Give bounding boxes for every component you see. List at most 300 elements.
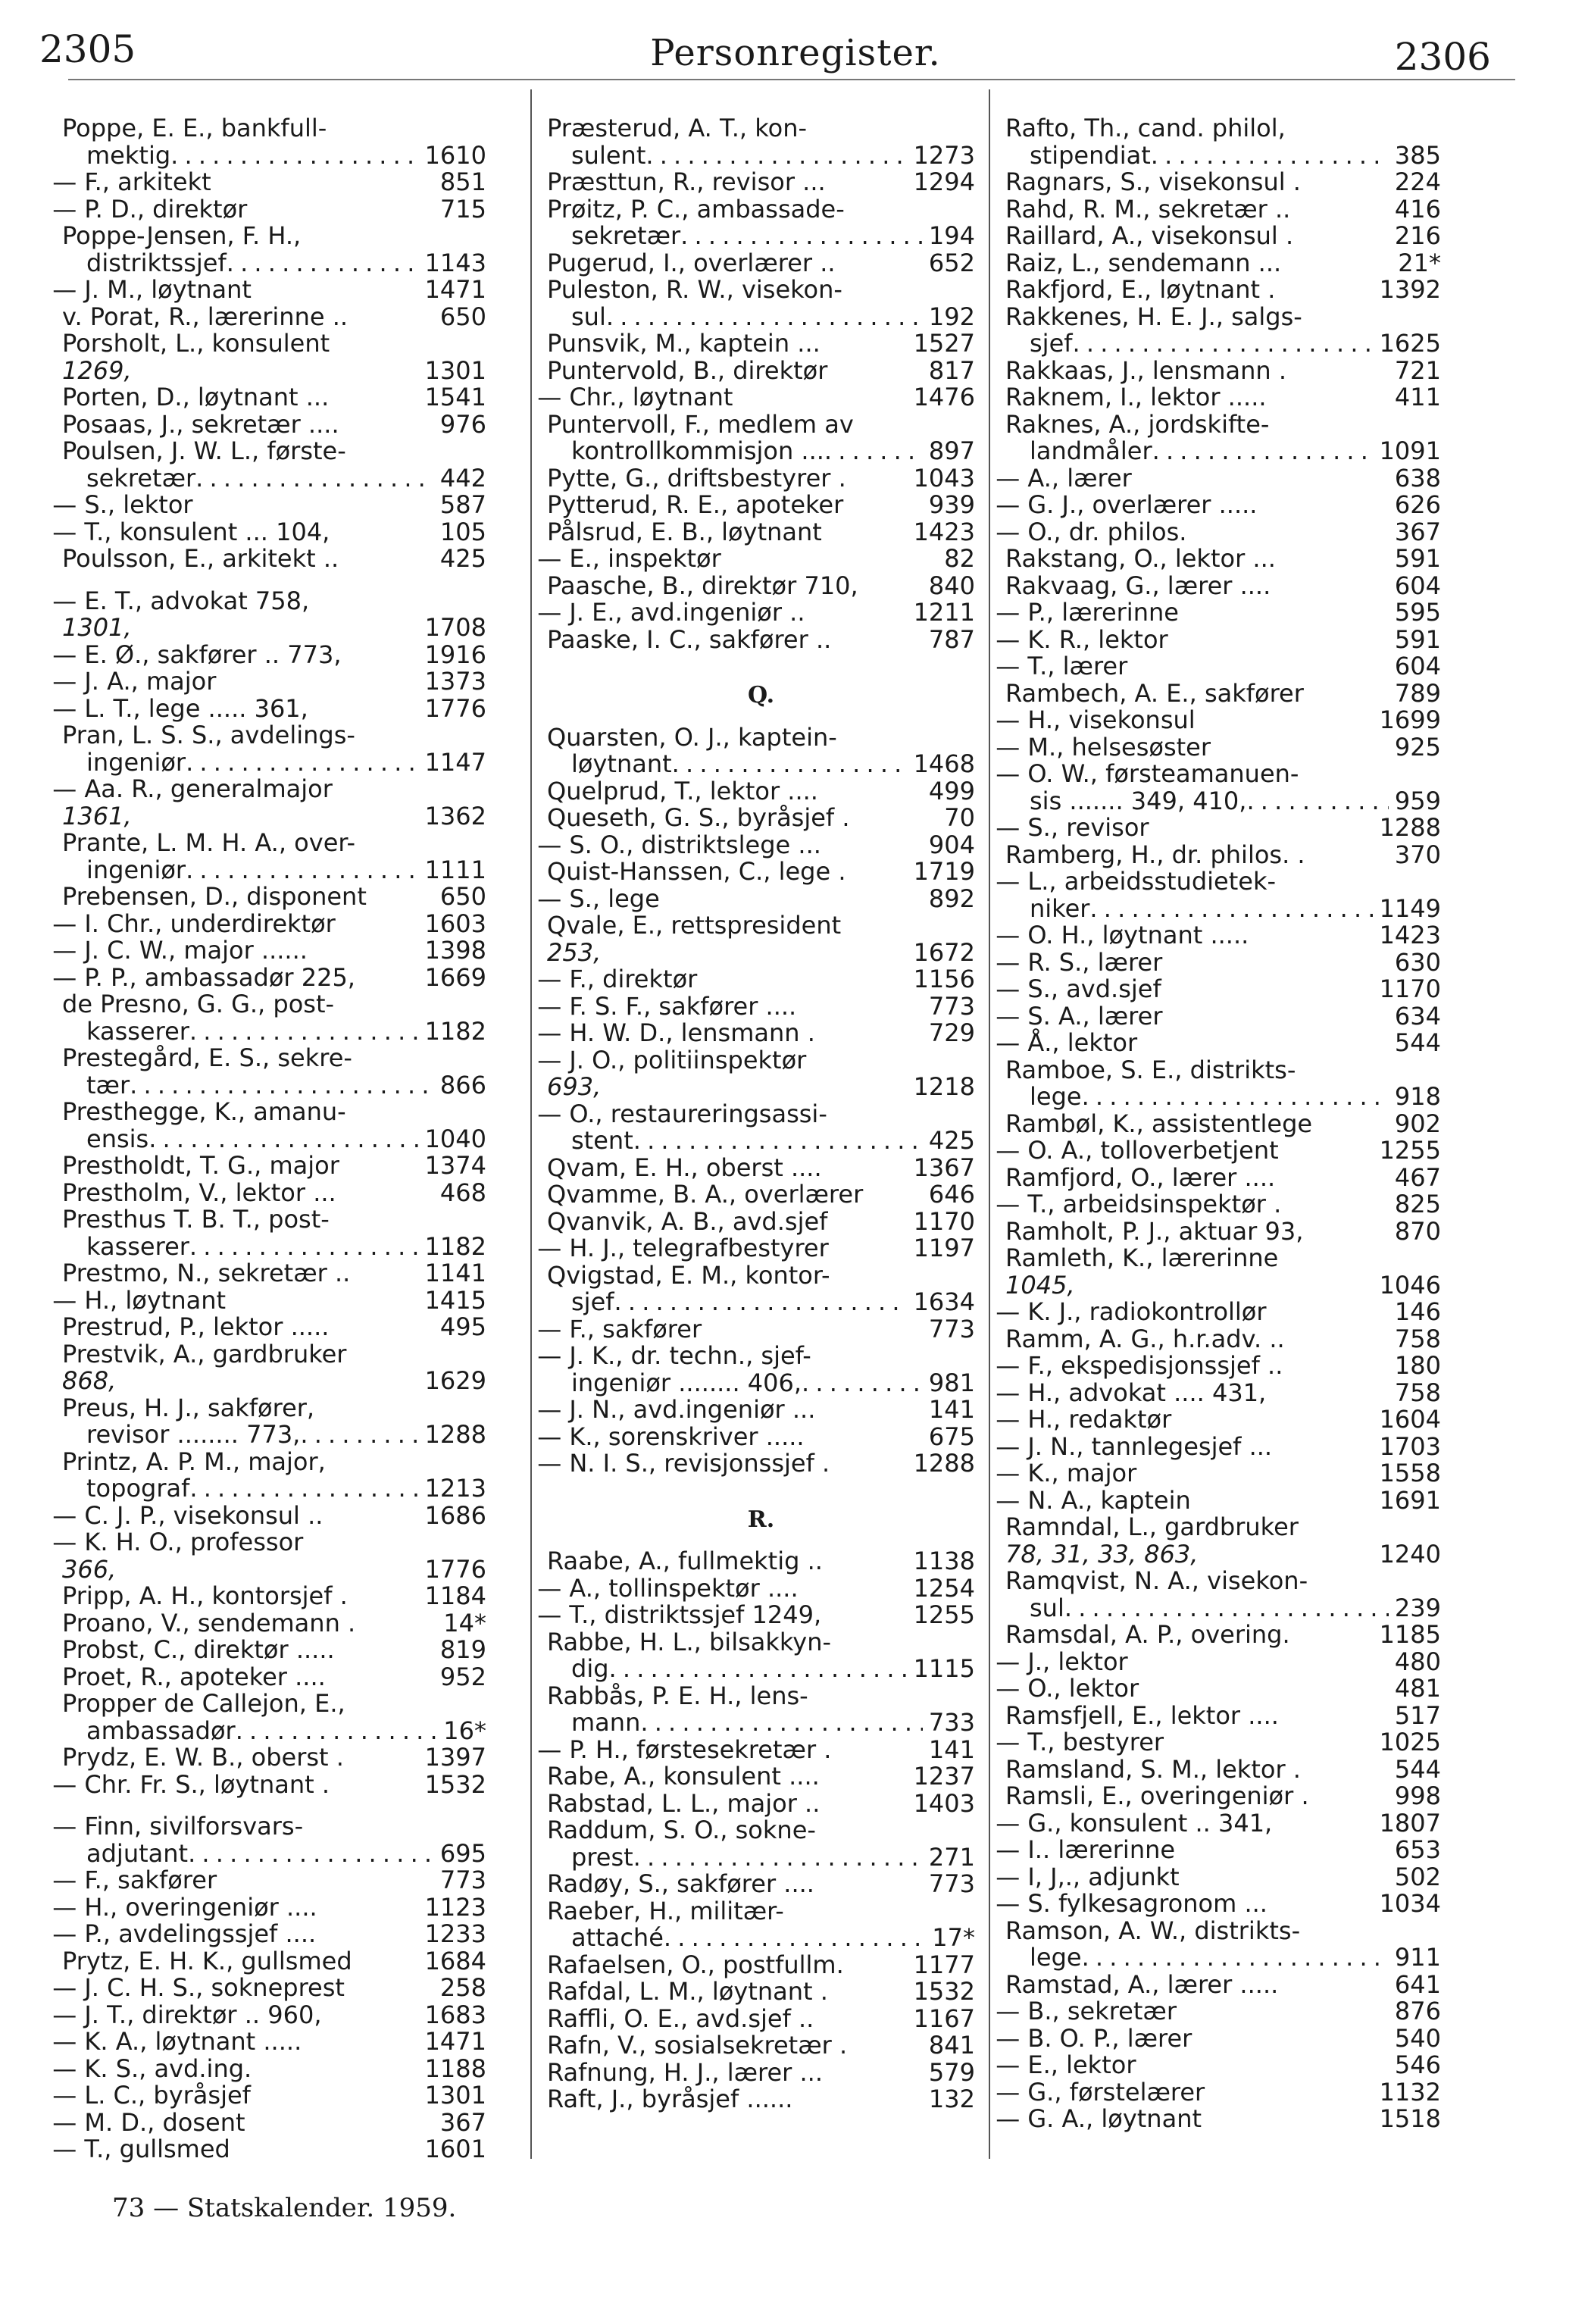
page-reference: 70 xyxy=(944,803,975,832)
register-entry xyxy=(996,1647,1441,1676)
entry-text: Puntervoll, F., medlem av xyxy=(547,409,854,439)
register-entry xyxy=(1005,1245,1441,1272)
register-entry xyxy=(996,2104,1441,2133)
entry-text: — L., arbeidsstudietek- xyxy=(996,867,1277,896)
register-entry xyxy=(547,1629,975,1656)
entry-continuation xyxy=(547,438,975,465)
entry-text: Pålsrud, E. B., løytnant xyxy=(547,517,822,546)
register-entry xyxy=(547,330,975,358)
register-entry xyxy=(1005,304,1441,331)
page-reference: 1541 xyxy=(424,383,486,411)
entry-text: Probst, C., direktør ..... xyxy=(62,1635,335,1664)
entry-text: sul xyxy=(1030,1593,1064,1622)
entry-text: Rabe, A., konsulent .... xyxy=(547,1762,820,1791)
page-reference: 1211 xyxy=(913,598,975,627)
register-entry xyxy=(1005,1622,1441,1649)
entry-continuation xyxy=(547,142,975,170)
page-reference: 825 xyxy=(1394,1190,1441,1218)
entry-text: Qvigstad, E. M., kontor- xyxy=(547,1260,830,1290)
entry-text: Præsttun, R., revisor ... xyxy=(547,167,826,196)
page-reference: 1240 xyxy=(1379,1539,1441,1569)
entry-text: Puleston, R. W., visekon- xyxy=(547,275,842,304)
register-entry xyxy=(62,384,486,411)
register-entry xyxy=(62,1744,486,1772)
page-reference: 1156 xyxy=(913,965,975,993)
page-reference: 1471 xyxy=(424,275,486,304)
page-reference: 650 xyxy=(439,302,486,331)
entry-text: Ramleth, K., lærerinne xyxy=(1005,1243,1279,1272)
register-entry xyxy=(996,759,1441,788)
page-reference: 1170 xyxy=(913,1206,975,1236)
register-entry xyxy=(547,624,975,654)
register-entry xyxy=(996,947,1441,977)
register-entry xyxy=(996,1728,1441,1756)
entry-text: — F., ekspedisjonssjef .. xyxy=(996,1351,1283,1380)
register-entry xyxy=(547,778,975,805)
entry-text: Ramm, A. G., h.r.adv. .. xyxy=(1005,1324,1285,1353)
register-entry xyxy=(52,275,486,304)
page-title: Personregister. xyxy=(650,32,941,74)
entry-continuation xyxy=(62,1556,486,1584)
leader-dots xyxy=(1082,1944,1389,1972)
register-entry xyxy=(537,1234,975,1262)
register-entry xyxy=(537,884,975,913)
page-reference: 82 xyxy=(944,544,975,573)
page-reference: 646 xyxy=(928,1180,975,1209)
entry-text: Quarsten, O. J., kaptein- xyxy=(547,722,837,752)
page-reference: 1415 xyxy=(424,1285,486,1315)
page-reference: 1691 xyxy=(1379,1485,1441,1515)
page-reference: 21* xyxy=(1398,248,1441,277)
page-reference: 787 xyxy=(928,624,975,654)
page-reference: 902 xyxy=(1394,1109,1441,1138)
entry-text: Præsterud, A. T., kon- xyxy=(547,114,808,142)
entry-text: Prestmo, N., sekretær .. xyxy=(62,1259,351,1287)
entry-text: — J. N., avd.ingeniør ... xyxy=(537,1395,816,1424)
register-entry xyxy=(547,411,975,439)
register-entry xyxy=(547,1548,975,1575)
page-reference: 1362 xyxy=(424,801,486,830)
entry-text: — K. A., løytnant ..... xyxy=(52,2027,302,2056)
page-reference: 1170 xyxy=(1379,974,1441,1003)
register-entry xyxy=(537,965,975,993)
page-reference: 1288 xyxy=(1379,813,1441,842)
entry-text: v. Porat, R., lærerinne .. xyxy=(62,302,349,331)
leader-dots xyxy=(1082,1084,1389,1111)
leader-dots xyxy=(672,751,908,778)
register-entry xyxy=(996,517,1441,546)
entry-text: Poulsson, E., arkitekt .. xyxy=(62,544,339,573)
leader-dots xyxy=(186,749,418,777)
page-reference: 1423 xyxy=(913,517,975,546)
entry-text: — G., førstelærer xyxy=(996,2077,1205,2107)
register-entry xyxy=(996,1405,1441,1434)
page-reference: 866 xyxy=(439,1070,486,1099)
register-entry xyxy=(996,1378,1441,1407)
entry-text: Pytterud, R. E., apoteker xyxy=(547,490,844,519)
page-reference: 1672 xyxy=(913,937,975,967)
entry-text: Rakkaas, J., lensmann . xyxy=(1005,355,1287,385)
entry-text: Proet, R., apoteker .... xyxy=(62,1662,326,1691)
entry-text: ingeniør ........ 406, xyxy=(571,1368,802,1397)
register-entry xyxy=(537,383,975,411)
entry-text: — R. S., lærer xyxy=(996,947,1163,977)
entry-text: sekretær xyxy=(86,463,196,493)
entry-text: Prante, L. M. H. A., over- xyxy=(62,828,356,857)
entry-text: Pytte, G., driftsbestyrer . xyxy=(547,463,846,493)
entry-text: Prestrud, P., lektor ..... xyxy=(62,1312,330,1341)
entry-text: — S. O., distriktslege ... xyxy=(537,830,821,859)
leader-dots xyxy=(148,1126,418,1153)
register-entry xyxy=(62,1260,486,1287)
entry-text: Qvale, E., rettspresident xyxy=(547,911,842,940)
page-reference: 1719 xyxy=(913,857,975,886)
entry-text: kasserer xyxy=(86,1016,189,1046)
register-entry xyxy=(996,1136,1441,1165)
page-reference: 546 xyxy=(1394,2050,1441,2079)
page-reference: 773 xyxy=(928,1314,975,1343)
page-reference: 952 xyxy=(439,1662,486,1691)
register-entry xyxy=(537,1422,975,1451)
register-entry xyxy=(547,912,975,940)
entry-text: — N. I. S., revisjonssjef . xyxy=(537,1449,830,1478)
entry-text: Quelprud, T., lektor .... xyxy=(547,776,818,805)
entry-continuation xyxy=(62,1718,486,1745)
page-reference: 1141 xyxy=(424,1259,486,1287)
entry-text: — K. S., avd.ing. xyxy=(52,2053,252,2083)
page-reference: 1237 xyxy=(913,1762,975,1791)
entry-text: kasserer xyxy=(86,1231,189,1261)
page-reference: 904 xyxy=(928,830,975,859)
register-entry xyxy=(547,2057,975,2087)
entry-text: Rafaelsen, O., postfullm. xyxy=(547,1950,844,1979)
register-entry xyxy=(996,1674,1441,1703)
entry-text: — A., lærer xyxy=(996,463,1132,493)
entry-text: sulent xyxy=(571,140,646,170)
entry-text: ambassadør xyxy=(86,1716,236,1745)
page-reference: 1468 xyxy=(913,749,975,778)
entry-text: Ramsli, E., overingeniør . xyxy=(1005,1781,1309,1810)
page-reference: 480 xyxy=(1394,1647,1441,1676)
page-reference: 1294 xyxy=(913,167,975,196)
register-entry xyxy=(1005,1162,1441,1192)
entry-text: sis ....... 349, 410, xyxy=(1030,786,1247,815)
entry-text: — P., avdelingssjef .... xyxy=(52,1919,317,1948)
entry-continuation xyxy=(1005,142,1441,170)
leader-dots xyxy=(188,1841,434,1868)
page-reference: 1610 xyxy=(424,140,486,170)
register-entry xyxy=(52,962,486,992)
entry-text: — Aa. R., generalmajor xyxy=(52,774,333,803)
entry-text: — E., inspektør xyxy=(537,544,721,573)
page-reference: 502 xyxy=(1394,1862,1441,1891)
entry-text: — G. A., løytnant xyxy=(996,2104,1202,2133)
register-entry xyxy=(996,813,1441,842)
entry-text: Printz, A. P. M., major, xyxy=(62,1447,326,1476)
entry-text: — H. J., telegrafbestyrer xyxy=(537,1234,829,1262)
register-entry xyxy=(52,1769,486,1799)
page-reference: 1254 xyxy=(913,1573,975,1603)
entry-text: Ragnars, S., visekonsul . xyxy=(1005,167,1301,196)
register-entry xyxy=(62,991,486,1018)
register-entry xyxy=(52,936,486,965)
leader-dots xyxy=(606,304,923,331)
page-reference: 892 xyxy=(928,884,975,913)
entry-text: sekretær xyxy=(571,221,681,250)
entry-continuation xyxy=(1005,893,1441,923)
spacer xyxy=(62,1798,486,1813)
register-entry xyxy=(547,859,975,886)
page-number-left: 2305 xyxy=(39,27,136,71)
entry-text: — J. T., direktør .. 960, xyxy=(52,2000,322,2029)
register-entry xyxy=(1005,1057,1441,1084)
entry-text: — O. W., førsteamanuen- xyxy=(996,759,1299,788)
entry-text: — B., sekretær xyxy=(996,1997,1177,2025)
page-reference: 411 xyxy=(1394,383,1441,411)
entry-text: Raffli, O. E., avd.sjef .. xyxy=(547,2003,814,2033)
entry-text: Punsvik, M., kaptein ... xyxy=(547,329,821,358)
entry-text: Ramstad, A., lærer ..... xyxy=(1005,1969,1279,1999)
entry-text: lege xyxy=(1030,1082,1082,1111)
section-letter: Q. xyxy=(747,682,775,708)
entry-continuation xyxy=(1005,1541,1441,1569)
register-entry xyxy=(547,1181,975,1209)
register-entry xyxy=(62,411,486,439)
entry-text: — K. R., lektor xyxy=(996,624,1168,654)
page-reference: 789 xyxy=(1394,678,1441,708)
register-entry xyxy=(62,1206,486,1234)
entry-text: sjef xyxy=(571,1287,614,1316)
entry-text: — P., lærerinne xyxy=(996,598,1179,627)
page-reference: 271 xyxy=(928,1842,975,1872)
register-entry xyxy=(547,2032,975,2060)
entry-text: 1269, xyxy=(62,355,132,385)
register-entry xyxy=(1005,1700,1441,1730)
entry-continuation xyxy=(62,1231,486,1261)
entry-text: dig xyxy=(571,1654,609,1683)
register-entry xyxy=(547,1206,975,1236)
page-reference: 1686 xyxy=(424,1500,486,1530)
page-reference: 367 xyxy=(439,2107,486,2137)
entry-text: — Chr., løytnant xyxy=(537,383,733,411)
entry-text: Rabbås, P. E. H., lens- xyxy=(547,1681,808,1710)
page-reference: 442 xyxy=(439,463,486,493)
entry-continuation xyxy=(547,937,975,967)
register-entry xyxy=(547,115,975,142)
leader-dots xyxy=(189,1018,419,1046)
entry-text: Raft, J., byråsjef ...... xyxy=(547,2085,793,2113)
register-entry xyxy=(52,2053,486,2083)
page-reference: 1392 xyxy=(1379,275,1441,304)
register-entry xyxy=(996,598,1441,627)
entry-text: Raknem, I., lektor ..... xyxy=(1005,383,1267,411)
entry-text: tær xyxy=(86,1070,130,1099)
page-reference: 1699 xyxy=(1379,705,1441,734)
entry-text: ingeniør xyxy=(86,855,186,884)
page-reference: 729 xyxy=(928,1018,975,1047)
page-reference: 1684 xyxy=(424,1946,486,1975)
leader-dots xyxy=(1064,1595,1389,1622)
entry-continuation xyxy=(62,1838,486,1868)
entry-text: Qvanvik, A. B., avd.sjef xyxy=(547,1206,828,1236)
page-reference: 1703 xyxy=(1379,1431,1441,1461)
register-entry xyxy=(996,2050,1441,2079)
entry-continuation xyxy=(547,751,975,778)
entry-text: Rafnung, H. J., lærer ... xyxy=(547,2057,823,2087)
register-entry xyxy=(62,1664,486,1691)
entry-text: Prøitz, P. C., ambassade- xyxy=(547,194,845,224)
page-reference: 1532 xyxy=(913,1977,975,2006)
entry-text: — Å., lektor xyxy=(996,1028,1138,1057)
page-number-right: 2306 xyxy=(1394,35,1491,79)
register-entry xyxy=(62,722,486,749)
entry-text: Ramsdal, A. P., overing. xyxy=(1005,1620,1290,1649)
register-entry xyxy=(1005,355,1441,385)
entry-text: ensis xyxy=(86,1124,149,1153)
leader-dots xyxy=(170,142,418,170)
entry-continuation xyxy=(547,1656,975,1683)
entry-continuation xyxy=(547,1074,975,1101)
entry-continuation xyxy=(1005,1595,1441,1622)
entry-text: Ramsfjell, E., lektor .... xyxy=(1005,1700,1279,1730)
leader-dots xyxy=(1152,438,1374,465)
page-reference: 758 xyxy=(1394,1378,1441,1407)
page-reference: 587 xyxy=(439,490,486,519)
entry-text: — H. W. D., lensmann . xyxy=(537,1018,815,1047)
entry-text: — Finn, sivilforsvars- xyxy=(52,1812,304,1841)
register-entry xyxy=(537,1734,975,1764)
entry-text: Rakkenes, H. E. J., salgs- xyxy=(1005,302,1302,331)
page-reference: 517 xyxy=(1394,1700,1441,1730)
entry-text: kontrollkommisjon ... xyxy=(571,436,824,465)
register-entry xyxy=(996,490,1441,519)
entry-continuation xyxy=(62,1072,486,1099)
register-entry xyxy=(52,2027,486,2056)
register-entry xyxy=(547,492,975,519)
register-entry xyxy=(547,1898,975,1925)
register-entry xyxy=(62,1583,486,1610)
leader-dots xyxy=(633,1844,923,1872)
register-entry xyxy=(996,867,1441,896)
page-reference: 1197 xyxy=(913,1234,975,1262)
leader-dots xyxy=(802,1370,923,1397)
register-entry xyxy=(537,598,975,627)
leader-dots xyxy=(645,142,907,170)
entry-text: — L. T., lege ..... 361, xyxy=(52,693,308,723)
entry-continuation xyxy=(547,304,975,331)
entry-text: — T., distriktssjef 1249, xyxy=(537,1600,822,1629)
page-reference: 721 xyxy=(1394,355,1441,385)
register-entry xyxy=(1005,680,1441,708)
entry-text: Raabe, A., fullmektig .. xyxy=(547,1547,823,1575)
register-entry xyxy=(62,1395,486,1422)
register-entry xyxy=(62,1449,486,1476)
register-entry xyxy=(547,1871,975,1898)
spacer xyxy=(62,573,486,588)
page-reference: 1182 xyxy=(424,1231,486,1261)
page-reference: 638 xyxy=(1394,463,1441,493)
column-divider xyxy=(530,89,532,2159)
page-reference: 1288 xyxy=(913,1449,975,1478)
entry-text: Radøy, S., sakfører .... xyxy=(547,1869,814,1898)
page-reference: 132 xyxy=(928,2085,975,2113)
register-entry xyxy=(62,1180,486,1207)
entry-text: Pugerud, I., overlærer .. xyxy=(547,248,836,277)
entry-text: — N. A., kaptein xyxy=(996,1485,1191,1515)
register-entry xyxy=(52,1528,486,1556)
entry-text: — H., løytnant xyxy=(52,1285,227,1315)
page-reference: 1601 xyxy=(424,2135,486,2163)
entry-text: Ramfjord, O., lærer .... xyxy=(1005,1162,1276,1192)
page-reference: 239 xyxy=(1394,1593,1441,1622)
register-entry xyxy=(537,1099,975,1128)
register-entry xyxy=(547,465,975,493)
entry-text: revisor ........ 773, xyxy=(86,1420,301,1449)
entry-text: — J., lektor xyxy=(996,1647,1128,1676)
entry-text: stent xyxy=(571,1126,633,1155)
entry-text: Rakvaag, G., lærer .... xyxy=(1005,571,1271,600)
entry-text: — T., konsulent ... 104, xyxy=(52,517,330,546)
entry-text: Posaas, J., sekretær .... xyxy=(62,409,339,439)
entry-text: Paasche, B., direktør 710, xyxy=(547,571,858,600)
page-reference: 634 xyxy=(1394,1001,1441,1031)
page-reference: 876 xyxy=(1394,1997,1441,2025)
column-divider xyxy=(989,89,990,2159)
entry-text: adjutant xyxy=(86,1838,189,1868)
register-entry xyxy=(1005,1111,1441,1138)
page-reference: 495 xyxy=(439,1312,486,1341)
page-reference: 925 xyxy=(1394,732,1441,762)
entry-continuation xyxy=(547,223,975,250)
entry-text: — J. A., major xyxy=(52,667,217,696)
entry-continuation xyxy=(62,615,486,642)
page-reference: 1149 xyxy=(1379,893,1441,923)
page-reference: 192 xyxy=(928,302,975,331)
register-entry xyxy=(996,1835,1441,1864)
register-entry xyxy=(1005,411,1441,439)
register-entry xyxy=(62,1610,486,1637)
page-reference: 897 xyxy=(928,436,975,465)
entry-text: — O. A., tolloverbetjent xyxy=(996,1136,1279,1165)
entry-continuation xyxy=(1005,788,1441,815)
page-reference: 715 xyxy=(439,194,486,224)
register-entry xyxy=(62,438,486,465)
page-reference: 1177 xyxy=(913,1950,975,1979)
entry-text: — F., direktør xyxy=(537,965,698,993)
register-entry xyxy=(547,1763,975,1791)
page-reference: 591 xyxy=(1394,624,1441,654)
register-entry xyxy=(547,355,975,385)
entry-text: Preus, H. J., sakfører, xyxy=(62,1393,315,1422)
entry-text: — O., restaureringsassi- xyxy=(537,1099,827,1128)
register-column-2 xyxy=(537,114,975,2113)
page-reference: 105 xyxy=(439,517,486,546)
register-entry xyxy=(1005,223,1441,250)
entry-text: Paaske, I. C., sakfører .. xyxy=(547,624,832,654)
entry-text: — B. O. P., lærer xyxy=(996,2023,1192,2053)
entry-text: distriktssjef xyxy=(86,248,227,277)
leader-dots xyxy=(300,1422,418,1449)
entry-text: Porten, D., løytnant ... xyxy=(62,383,330,411)
entry-text: Porsholt, L., konsulent xyxy=(62,329,330,358)
register-entry xyxy=(62,1341,486,1368)
register-entry xyxy=(1005,842,1441,869)
page-reference: 918 xyxy=(1394,1082,1441,1111)
entry-text: — S., lege xyxy=(537,884,660,913)
entry-text: Prestvik, A., gardbruker xyxy=(62,1339,347,1368)
entry-text: — S., avd.sjef xyxy=(996,974,1161,1003)
register-entry xyxy=(52,490,486,519)
